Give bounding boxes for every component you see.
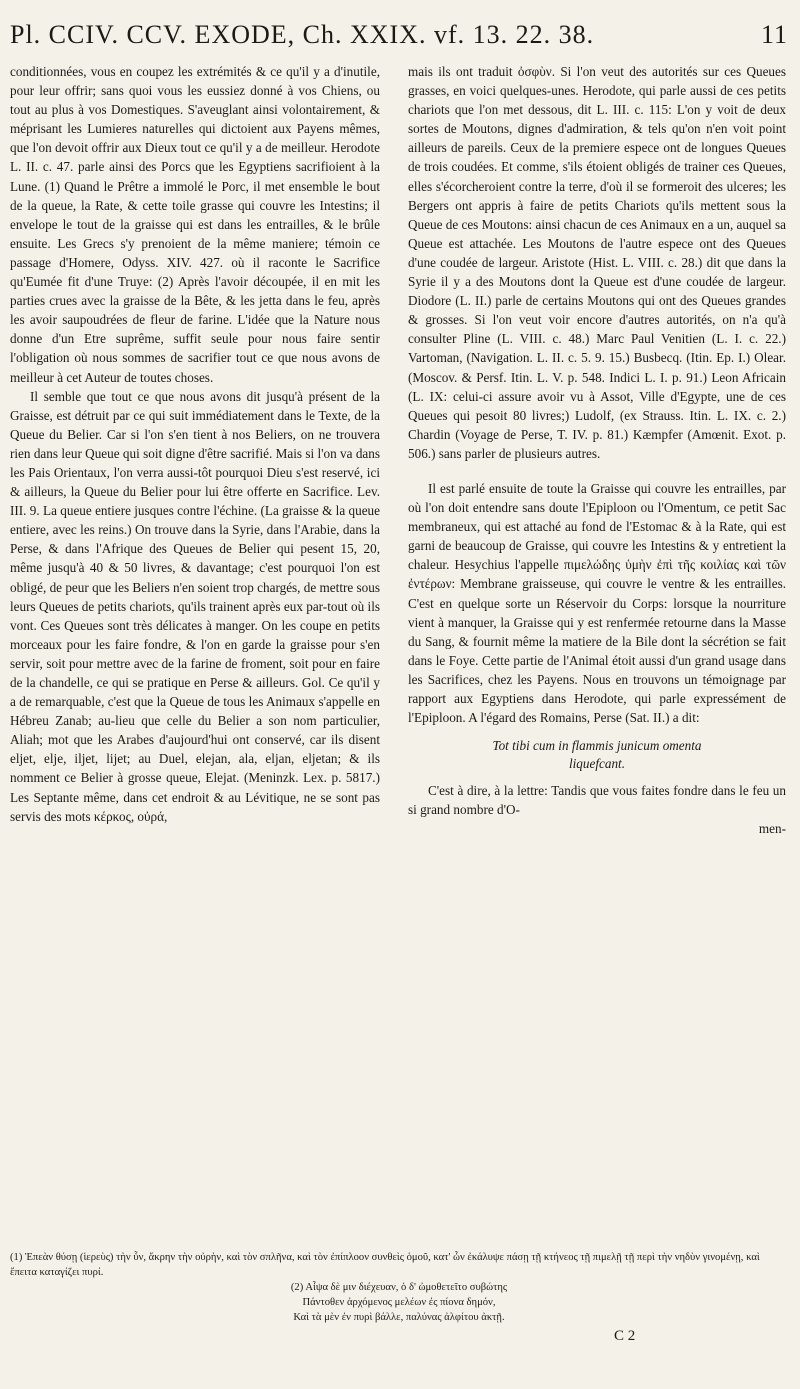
left-paragraph: conditionnées, vous en coupez les extrémités & ce qu'il y a d'inutile, pour leur offrir; sans quoi vous les eussiez donné à vos Chiens, ou tout au plus à vos Domestiques. S'aveuglant ainsi volontairement, & méprisant les Lumieres naturelles qui dictoient aux Payens mêmes, que l'on devoit offrir aux Dieux tout ce qu'il y a de meilleur. Herodote L. II. c. 47. parle ainsi des Porcs que les Egyptiens sacrifioient à la Lune. (1) Quand le Prêtre a immolé le Porc, il met ensemble le bout de la queue, la Rate, & cette toile grasse qui couvre les Intestins; il envelope le tout de la graisse qui est dans les entrailles, & le brûle ensuite. Les Grecs s'y prenoient de la même maniere; témoin ce passage d'Homere, Odyss. XIV. 427. où il raconte le Sacrifice qu'Eumée fit d'une Truye: (2) Après l'avoir découpée, il en mit les parties crues avec la graisse de la Bête, & les jetta dans le feu, après les avoir saupoudrées de fleur de farine. L'idée que la Nature nous donne d'un Etre suprême, suffit seule pour nous faire sentir l'obligation où nous sommes de sacrifier tout ce que nous avons de meilleur à cet Auteur de toutes choses.: [10, 64, 380, 385]
verse-line: Tot tibi cum in flammis junicum omenta: [492, 738, 702, 754]
latin-verse: [408, 737, 786, 773]
signature-mark: C 2: [614, 1328, 636, 1344]
running-title: Pl. CCIV. CCV. EXODE, Ch. XXIX. vf. 13. 22. 38.: [10, 20, 595, 49]
left-column: [10, 62, 380, 826]
page-number: 11: [760, 20, 788, 49]
left-paragraph: Il semble que tout ce que nous avons dit jusqu'à présent de la Graisse, est détruit par ce qui suit immédiatement dans le Texte, de la Queue du Belier. Car si l'on s'en tient à nos Beliers, on ne trouvera rien dans leur Queue qui soit digne d'être sacrifié. Mais si l'on va dans les Pais Orientaux, l'on verra aussi-tôt pourquoi Dieu s'est reservé, ici & ailleurs, la Queue du Belier pour lui être offerte en Sacrifice. Lev. III. 9. La queue entiere jusques contre l'échine. (La graisse & la queue entiere, avec les reins.) On trouve dans la Syrie, dans l'Arabie, dans la Perse, & dans l'Afrique des Queues de Belier qui pesent 15, 20, même jusqu'à 40 & 50 livres, & davantage; c'est pourquoi l'on est obligé, de peur que les Beliers n'en soient trop chargés, de mettre sous leurs Queues de petits chariots, qu'ils trainent après eux par-tout où ils vont. Ces Queues sont très délicates à manger. On les coupe en petits morceaux pour les faire fondre, & l'on en garde la graisse pour s'en servir, soit pour mettre avec de la farine de froment, soit pour en faire de la chandelle, ce qui se pratique en Perse & ailleurs. Gol. Ce qu'il y a de remarquable, c'est que la Queue de tous les Animaux s'appelle en Hébreu Zanab; au-lieu que celle du Belier a son nom particulier, Aliah; mot que les Arabes d'aujourd'hui ont conservé, car ils disent eljet, elje, iljet, lijet; au Duel, elejan, ala, eljan, eljetan; & ils nomment ce Belier à grosse queue, Elejat. (Meninzk. Lex. p. 5817.) Les Septante même, dans cet endroit & au Lévitique, ne se sont pas servis des mots κέρκος, οὐρά,: [10, 388, 380, 824]
verse-line: liquefcant.: [568, 756, 626, 772]
right-paragraph: mais ils ont traduit ὀσφὺν. Si l'on veut des autorités sur ces Queues grasses, en voici quelques-unes. Herodote, qui parle aussi de ces petits chariots que l'on met dessous, dit L. III. c. 115: L'on y voit de deux sortes de Moutons, dignes d'admiration, & tels qu'on n'en voit point ailleurs de pareils. Ceux de la premiere espece ont de longues Queues de trois coudées. Et comme, s'ils étoient obligés de trainer ces Queues, elles s'écorcheroient contre la terre, d'où il se formeroit des ulceres; les Bergers ont appris à faire de petits Chariots qu'ils mettent sous la Queue de ces Moutons: ainsi chacun de ces Animaux en a un, auquel sa Queue est attachée. Les Moutons de l'autre espece ont des Queues d'une coudée de largeur. Aristote (Hist. L. VIII. c. 28.) dit que dans la Syrie il y a des Moutons dont la Queue est d'une coudée de largeur. Diodore (L. II.) parle de certains Moutons qui ont des Queues grandes & grosses. Si l'on veut voir encore d'autres autorités, on n'a qu'à consulter Pline (L. VIII. c. 48.) Marc Paul Venitien (L. I. c. 22.) Vartoman, (Navigation. L. II. c. 5. 9. 15.) Busbecq. (Itin. Ep. I.) Olear. (Moscov. & Persf. Itin. L. V. p. 548. Indici L. I. p. 91.) Leon Africain (L. IX: celui-ci assure avoir vu à Assot, Ville d'Egypte, une de ces Queues qui pesoit 80 livres;) Ludolf, (ex Strauss. Itin. L. IX. c. 2.) Chardin (Voyage de Perse, T. IV. p. 81.) Kæmpfer (Amœnit. Exot. p. 506.) sans parler de plusieurs autres.: [408, 64, 786, 461]
footnote-line: Πάντοθεν ἀρχόμενος μελέων ἐς πίονα δημόν,: [302, 1297, 496, 1308]
footnote-line: Καὶ τὰ μὲν ἐν πυρὶ βάλλε, παλύνας ἀλφίτου ἀκτῇ.: [293, 1312, 505, 1323]
catchword: men-: [758, 821, 786, 837]
right-paragraph: Il est parlé ensuite de toute la Graisse qui couvre les entrailles, par où l'on doit entendre sans doute l'Epiploon ou l'Omentum, ce petit Sac membraneux, qui est attaché au fond de l'Estomac & à la Rate, qui est garni de beaucoup de Graisse, qui couvre les Intestins & y entretient la chaleur. Hesychius l'appelle πιμελώδης ὑμὴν ἐπὶ τῆς κοιλίας καὶ τῶν ἐντέρων: Membrane graisseuse, qui couvre le ventre & les entrailles. C'est en quelque sorte un Réservoir du Corps: lorsque la nourriture vient à manquer, la Graisse qui y est renfermée retourne dans la Masse du Sang, & fournit même la matiere de la Bile dont la sécrétion se fait dans le Foye. Cette partie de l'Animal étoit aussi d'un grand usage dans les Sacrifices, chez les Payens. Nous en trouvons un témoignage par rapport aux Egyptiens dans Herodote, qui parle expressément de l'Epiploon. A l'égard des Romains, Perse (Sat. II.) a dit:: [408, 480, 786, 726]
footnote: (1) Ἐπεὰν θύσῃ (ἱερεὺς) τὴν ὗν, ἄκρην τὴν οὐρὴν, καὶ τὸν σπλῆνα, καὶ τὸν ἐπίπλοον συνθεὶς ὁμοῦ, κατ' ὧν ἐκάλυψε πάσῃ τῇ κτήνεος τῇ πιμελῇ τῇ περὶ τὴν νηδὺν γινομένῃ, καὶ ἔπειτα καταγίζει πυρί.: [10, 1252, 760, 1278]
footnotes: [10, 1250, 788, 1325]
footnote: (2) Αἶψα δὲ μιν διέχευαν, ὁ δ' ὠμοθετεῖτο συβώτης: [290, 1282, 508, 1293]
right-paragraph: C'est à dire, à la lettre: Tandis que vous faites fondre dans le feu un si grand nombre d'O-: [408, 783, 786, 818]
running-header: [10, 14, 788, 54]
right-column: [408, 62, 786, 838]
